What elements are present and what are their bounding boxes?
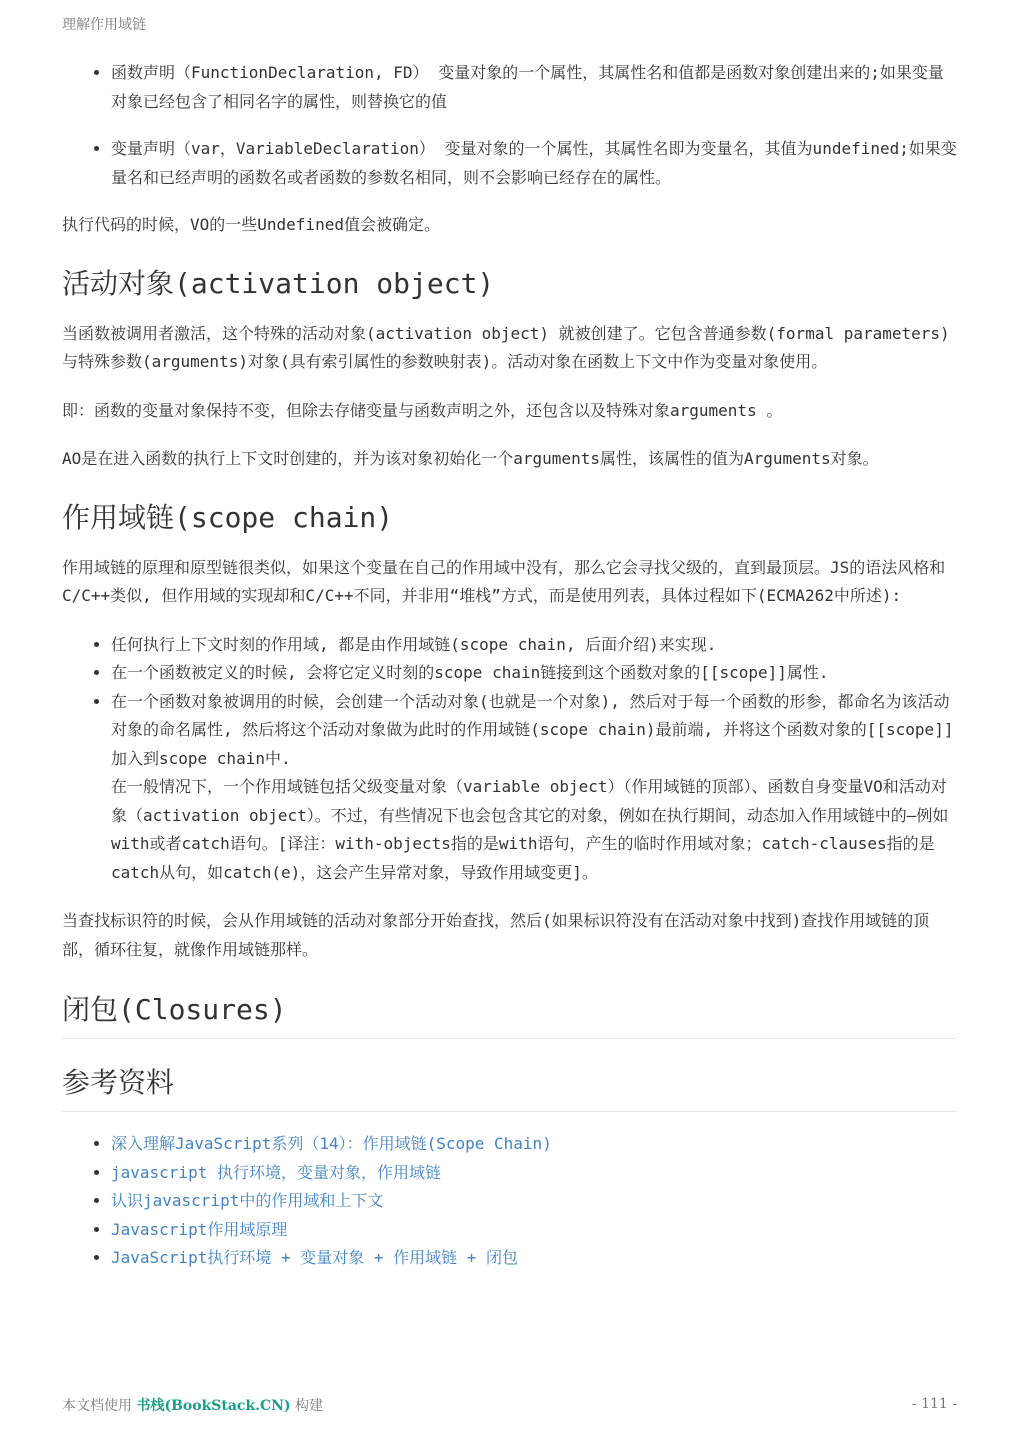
reference-item: [111, 1187, 957, 1216]
reference-item: [111, 1130, 957, 1159]
footer-prefix: 本文档使用: [62, 1398, 137, 1414]
paragraph: 执行代码的时候，VO的一些Undefined值会被确定。: [62, 215, 440, 234]
paragraph: 当查找标识符的时候，会从作用域链的活动对象部分开始查找，然后(如果标识符没有在活动对象中找到)查找作用域链的顶部，循环往复，就像作用域链那样。: [62, 911, 930, 959]
reference-item: [111, 1216, 957, 1245]
list-item-text: 在一个函数对象被调用的时候，会创建一个活动对象(也就是一个对象), 然后对于每一个函数的形参，都命名为该活动对象的命名属性, 然后将这个活动对象做为此时的作用域链(scope chain)最前端, 并将这个函数对象的[[scope]]加入到scope chain中.: [111, 691, 954, 768]
vo-list: [62, 59, 957, 192]
reference-link[interactable]: 深入理解JavaScript系列（14）：作用域链(Scope Chain): [111, 1134, 552, 1153]
paragraph: 当函数被调用者激活，这个特殊的活动对象(activation object) 就被创建了。它包含普通参数(formal parameters) 与特殊参数(arguments)对象(具有索引属性的参数映射表)。活动对象在函数上下文中作为变量对象使用。: [62, 323, 950, 371]
reference-link[interactable]: javascript 执行环境，变量对象，作用域链: [111, 1162, 441, 1182]
reference-list: [62, 1130, 957, 1273]
paragraph: 作用域链的原理和原型链很类似，如果这个变量在自己的作用域中没有，那么它会寻找父级的，直到最顶层。JS的语法风格和C/C++类似, 但作用域的实现却和C/C++不同，并非用“堆栈”方式，而是使用列表，具体过程如下(ECMA262中所述):: [62, 557, 946, 605]
section-heading-references: 参考资料: [62, 1065, 957, 1112]
footer-credit: [62, 1395, 323, 1415]
section-heading-activation-object: 活动对象(activation object): [62, 266, 495, 300]
page-number: - 111 -: [911, 1396, 957, 1412]
scope-chain-list: [62, 631, 957, 888]
paragraph: AO是在进入函数的执行上下文时创建的，并为该对象初始化一个arguments属性，该属性的值为Arguments对象。: [62, 449, 879, 468]
reference-link[interactable]: Javascript作用域原理: [111, 1219, 288, 1239]
reference-item: [111, 1244, 957, 1273]
reference-item: [111, 1159, 957, 1188]
section-heading-scope-chain: 作用域链(scope chain): [62, 500, 394, 534]
list-item-extra: 在一般情况下，一个作用域链包括父级变量对象（variable object）（作用域链的顶部）、函数自身变量VO和活动对象（activation object）。不过，有些情况下也会包含其它的对象，例如在执行期间，动态加入作用域链中的—例如with或者catch语句。[译注：with-objects指的是with语句，产生的临时作用域对象；catch-clauses指的是catch从句，如catch(e)，这会产生异常对象，导致作用域变更]。: [111, 777, 949, 882]
list-item: • 函数声明（FunctionDeclaration, FD） 变量对象的一个属性，其属性名和值都是函数对象创建出来的;如果变量对象已经包含了相同名字的属性，则替换它的值: [111, 59, 957, 116]
list-item: [111, 688, 957, 888]
section-heading-closures: 闭包(Closures): [62, 992, 957, 1039]
reference-link[interactable]: 认识javascript中的作用域和上下文: [111, 1191, 384, 1210]
paragraph: 即：函数的变量对象保持不变，但除去存储变量与函数声明之外，还包含以及特殊对象arguments 。: [62, 400, 783, 420]
footer-suffix: 构建: [290, 1398, 324, 1414]
document-body: [62, 56, 957, 1273]
reference-link[interactable]: JavaScript执行环境 + 变量对象 + 作用域链 + 闭包: [111, 1248, 519, 1267]
list-item: • 任何执行上下文时刻的作用域, 都是由作用域链(scope chain, 后面介绍)来实现.: [111, 631, 957, 660]
running-header: 理解作用域链: [62, 17, 146, 33]
list-item: • 在一个函数被定义的时候, 会将它定义时刻的scope chain链接到这个函数对象的[[scope]]属性.: [111, 659, 957, 688]
footer-brand: 书栈(BookStack.CN): [136, 1398, 291, 1414]
list-item: • 变量声明（var，VariableDeclaration） 变量对象的一个属性，其属性名即为变量名，其值为undefined;如果变量名和已经声明的函数名或者函数的参数名相同，则不会影响已经存在的属性。: [111, 135, 957, 192]
